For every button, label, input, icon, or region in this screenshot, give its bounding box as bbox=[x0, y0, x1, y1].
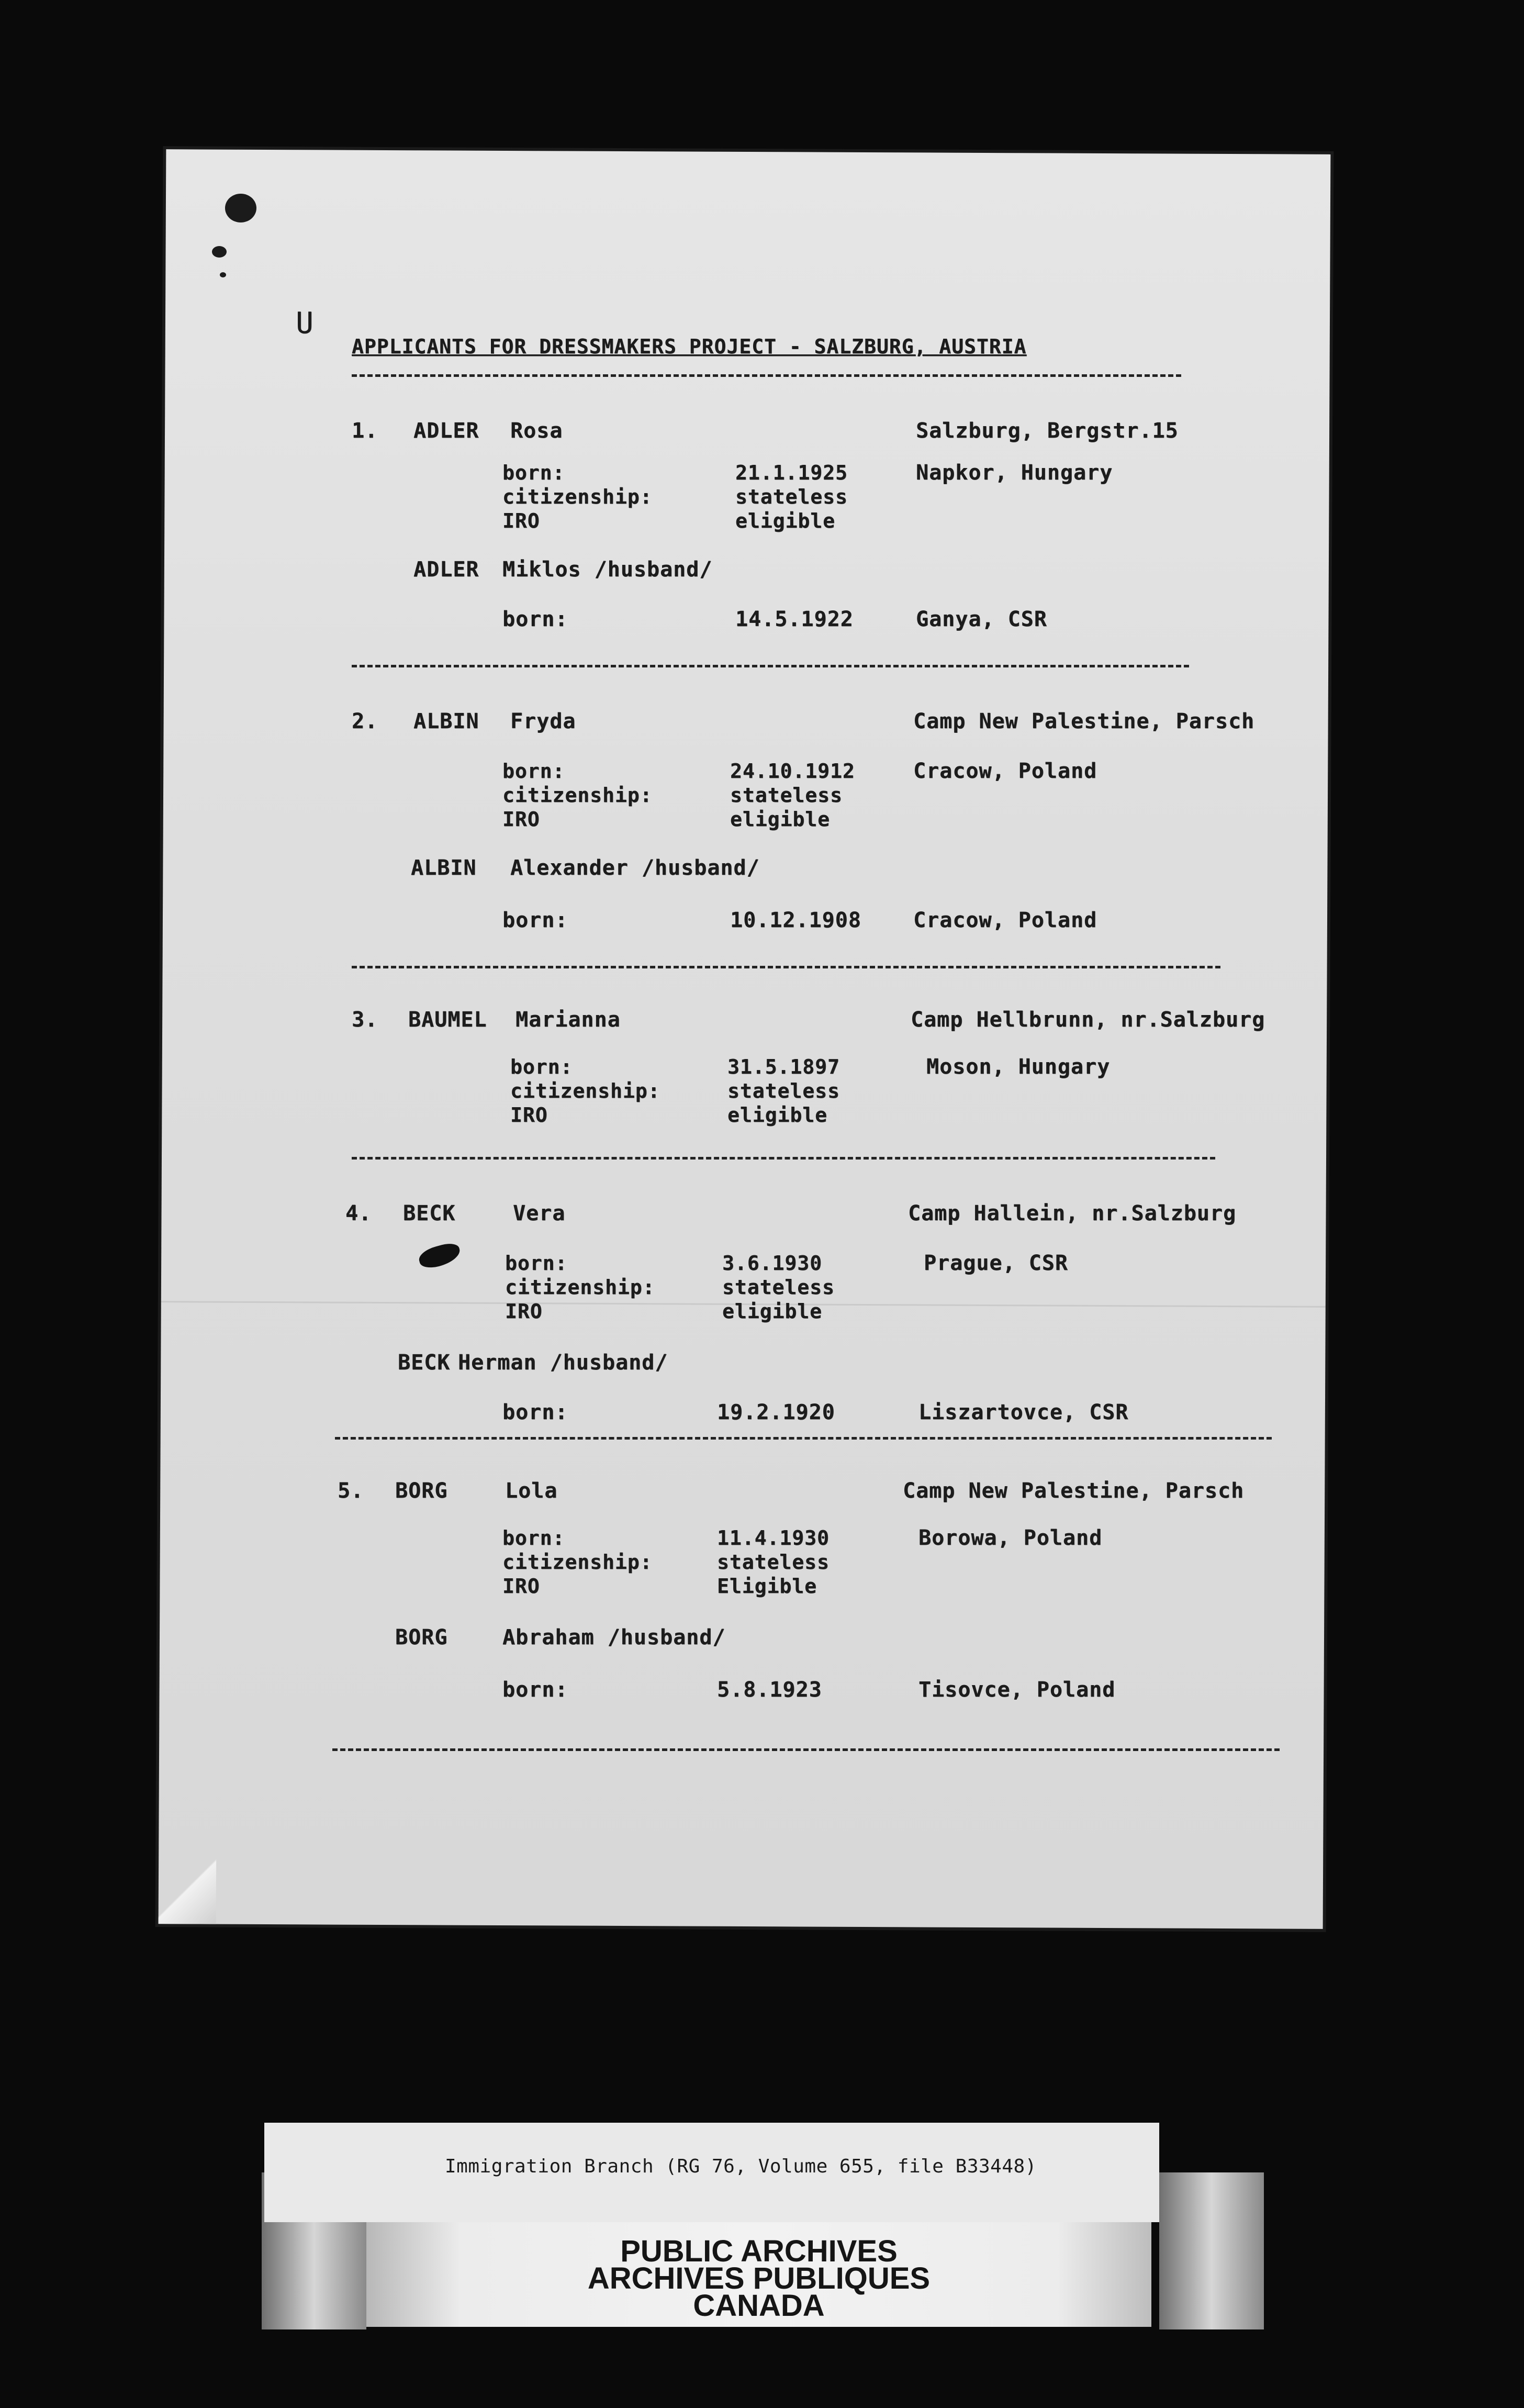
entry-1-spouse-name: Miklos /husband/ bbox=[502, 558, 713, 582]
born-label: born: bbox=[510, 1055, 573, 1078]
entry-4-spouse-born-place: Liszartovce, CSR bbox=[918, 1400, 1129, 1424]
entry-1-spouse-born-label: born: bbox=[502, 607, 568, 631]
born-label: born: bbox=[505, 1252, 568, 1275]
entry-5-labels bbox=[502, 1526, 653, 1598]
entry-3-surname: BAUMEL bbox=[408, 1008, 487, 1032]
born-date: 21.1.1925 bbox=[735, 461, 848, 484]
entry-1-location: Salzburg, Bergstr.15 bbox=[916, 419, 1179, 443]
born-label: born: bbox=[502, 461, 565, 484]
archive-stamp bbox=[523, 2234, 994, 2323]
entry-3-given-name: Marianna bbox=[516, 1008, 621, 1032]
entry-2-surname: ALBIN bbox=[413, 709, 479, 733]
iro-label: IRO bbox=[502, 808, 540, 831]
staple-hole bbox=[225, 194, 256, 222]
entry-3-number: 3. bbox=[352, 1008, 378, 1032]
entry-4-spouse-born-label: born: bbox=[502, 1400, 568, 1424]
entry-4-values bbox=[722, 1251, 835, 1323]
entry-4-given-name: Vera bbox=[513, 1201, 566, 1225]
entry-4-location: Camp Hallein, nr.Salzburg bbox=[908, 1201, 1237, 1225]
citizenship-label: citizenship: bbox=[510, 1079, 660, 1102]
entry-2-spouse-born-place: Cracow, Poland bbox=[913, 908, 1097, 932]
entry-2-values bbox=[730, 759, 855, 831]
stamp-line-canada: CANADA bbox=[693, 2289, 825, 2323]
citizenship-value: stateless bbox=[722, 1276, 835, 1299]
entry-1-spouse-born-date: 14.5.1922 bbox=[735, 607, 854, 631]
stamp-line-archives-publiques: ARCHIVES PUBLIQUES bbox=[587, 2261, 931, 2295]
entry-5-location: Camp New Palestine, Parsch bbox=[903, 1479, 1245, 1503]
entry-2-spouse-name: Alexander /husband/ bbox=[510, 856, 760, 880]
entry-3-born-place: Moson, Hungary bbox=[926, 1055, 1111, 1079]
entry-1-spouse-born-place: Ganya, CSR bbox=[916, 607, 1047, 631]
entry-1-labels bbox=[502, 461, 653, 533]
folded-corner bbox=[159, 1856, 217, 1924]
born-date: 24.10.1912 bbox=[730, 760, 855, 783]
entry-5-spouse-born-label: born: bbox=[502, 1678, 568, 1702]
citizenship-value: stateless bbox=[735, 485, 848, 508]
entry-4-separator bbox=[335, 1437, 1272, 1440]
citizenship-value: stateless bbox=[717, 1551, 830, 1574]
entry-1-number: 1. bbox=[352, 419, 378, 443]
born-date: 11.4.1930 bbox=[717, 1526, 830, 1549]
entry-2-given-name: Fryda bbox=[510, 709, 576, 733]
entry-5-spouse-name: Abraham /husband/ bbox=[502, 1625, 726, 1649]
punch-mark bbox=[212, 246, 227, 258]
entry-2-spouse-born-label: born: bbox=[502, 908, 568, 932]
entry-4-spouse-born-date: 19.2.1920 bbox=[717, 1400, 835, 1424]
entry-1-surname: ADLER bbox=[413, 419, 479, 443]
entry-2-spouse-surname: ALBIN bbox=[411, 856, 477, 880]
born-date: 31.5.1897 bbox=[727, 1055, 840, 1078]
staple-mark: U bbox=[296, 306, 314, 340]
iro-value: eligible bbox=[730, 808, 831, 831]
citizenship-label: citizenship: bbox=[502, 784, 653, 807]
stamp-line-public-archives: PUBLIC ARCHIVES bbox=[620, 2234, 898, 2268]
entry-5-values bbox=[717, 1526, 830, 1598]
entry-2-labels bbox=[502, 759, 653, 831]
iro-label: IRO bbox=[510, 1103, 548, 1127]
entry-3-location: Camp Hellbrunn, nr.Salzburg bbox=[911, 1008, 1265, 1032]
entry-1-born-place: Napkor, Hungary bbox=[916, 461, 1113, 485]
entry-4-spouse-surname: BECK bbox=[398, 1351, 451, 1375]
entry-5-separator bbox=[332, 1748, 1280, 1751]
archive-reference: Immigration Branch (RG 76, Volume 655, file B33448) bbox=[445, 2156, 1037, 2177]
entry-2-location: Camp New Palestine, Parsch bbox=[913, 709, 1255, 733]
entry-4-labels bbox=[505, 1251, 655, 1323]
iro-value: eligible bbox=[735, 509, 836, 532]
entry-3-values bbox=[727, 1055, 840, 1127]
entry-5-surname: BORG bbox=[395, 1479, 448, 1503]
entry-1-given-name: Rosa bbox=[510, 419, 563, 443]
entry-4-spouse-name: Herman /husband/ bbox=[458, 1351, 668, 1375]
iro-label: IRO bbox=[502, 509, 540, 532]
entry-4-born-place: Prague, CSR bbox=[924, 1251, 1068, 1275]
entry-3-separator bbox=[352, 1157, 1215, 1160]
entry-3-labels bbox=[510, 1055, 660, 1127]
iro-value: Eligible bbox=[717, 1575, 817, 1598]
entry-2-number: 2. bbox=[352, 709, 378, 733]
born-label: born: bbox=[502, 760, 565, 783]
entry-5-given-name: Lola bbox=[505, 1479, 558, 1503]
entry-1-spouse-surname: ADLER bbox=[413, 558, 479, 582]
citizenship-label: citizenship: bbox=[505, 1276, 655, 1299]
stamp-right-edge bbox=[1159, 2172, 1264, 2329]
born-label: born: bbox=[502, 1526, 565, 1549]
paper-speck bbox=[220, 272, 226, 277]
entry-5-spouse-born-place: Tisovce, Poland bbox=[918, 1678, 1116, 1702]
entry-4-surname: BECK bbox=[403, 1201, 456, 1225]
entry-1-values bbox=[735, 461, 848, 533]
entry-2-born-place: Cracow, Poland bbox=[913, 759, 1097, 783]
entry-5-spouse-born-date: 5.8.1923 bbox=[717, 1678, 822, 1702]
entry-5-spouse-surname: BORG bbox=[395, 1625, 448, 1649]
born-date: 3.6.1930 bbox=[722, 1252, 823, 1275]
title-separator bbox=[352, 374, 1181, 377]
entry-4-number: 4. bbox=[345, 1201, 372, 1225]
iro-label: IRO bbox=[505, 1300, 543, 1323]
entry-5-born-place: Borowa, Poland bbox=[918, 1526, 1103, 1550]
iro-value: eligible bbox=[727, 1103, 828, 1127]
citizenship-label: citizenship: bbox=[502, 1551, 653, 1574]
citizenship-value: stateless bbox=[727, 1079, 840, 1102]
document-title: APPLICANTS FOR DRESSMAKERS PROJECT - SALZBURG, AUSTRIA bbox=[352, 335, 1027, 358]
entry-5-number: 5. bbox=[338, 1479, 364, 1503]
document-page bbox=[159, 149, 1331, 1929]
iro-value: eligible bbox=[722, 1300, 823, 1323]
entry-1-separator bbox=[352, 665, 1189, 667]
citizenship-label: citizenship: bbox=[502, 485, 653, 508]
entry-2-spouse-born-date: 10.12.1908 bbox=[730, 908, 861, 932]
iro-label: IRO bbox=[502, 1575, 540, 1598]
entry-2-separator bbox=[352, 966, 1220, 968]
citizenship-value: stateless bbox=[730, 784, 843, 807]
